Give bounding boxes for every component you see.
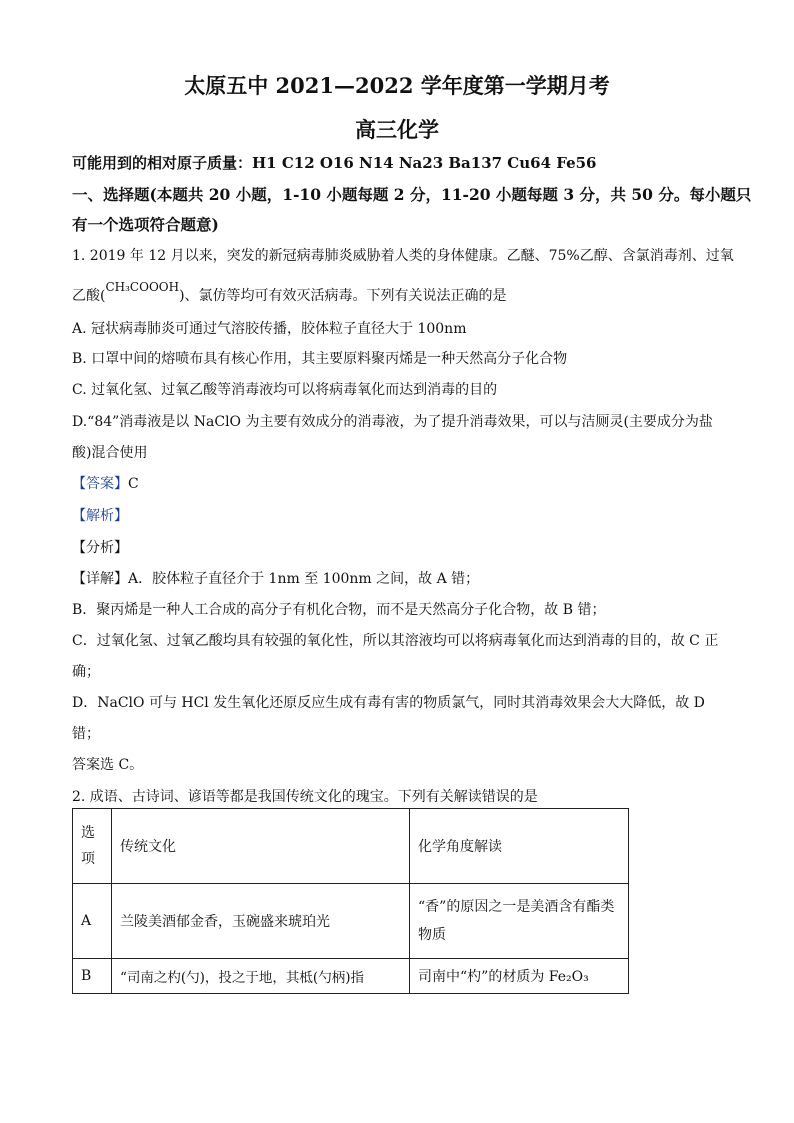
- answer-value: C: [128, 476, 139, 492]
- q1-detail-line5: D．NaClO 可与 HCl 发生氧化还原反应生成有毒有害的物质氯气，同时其消毒效果会大大降低，故 D: [72, 695, 705, 711]
- q1-option-d-line2: 酸)混合使用: [72, 445, 148, 461]
- table-header-cell: 选项: [73, 809, 112, 884]
- q1-stem-line1: 1. 2019 年 12 月以来，突发的新冠病毒肺炎威胁着人类的身体健康。乙醚、75%乙醇、含氯消毒剂、过氧: [72, 248, 734, 264]
- q1-detail-line6: 错；: [72, 726, 100, 742]
- q2-table: [72, 808, 629, 994]
- table-cell: A: [73, 884, 112, 959]
- table-cell: “司南之杓(勺)，投之于地，其柢(勺柄)指: [112, 959, 410, 994]
- q1-stem-prefix: 乙酸(: [72, 288, 106, 304]
- atomic-mass-line: 可能用到的相对原子质量：H1 C12 O16 N14 Na23 Ba137 Cu64 Fe56: [72, 154, 597, 172]
- table-cell: 兰陵美酒郁金香，玉碗盛来琥珀光: [112, 884, 410, 959]
- jiexi-tag: 【解析】: [72, 508, 128, 524]
- q1-detail-line4: 确；: [72, 664, 100, 680]
- q1-conclusion: 答案选 C。: [72, 757, 144, 773]
- q1-detail-line1: 【详解】A．胶体粒子直径介于 1nm 至 100nm 之间，故 A 错；: [72, 571, 480, 587]
- q1-detail-line2: B．聚丙烯是一种人工合成的高分子有机化合物，而不是天然高分子化合物，故 B 错；: [72, 602, 606, 618]
- table-row: [73, 884, 629, 959]
- page-title: 太原五中 2021—2022 学年度第一学期月考: [184, 73, 610, 98]
- q1-option-d-line1: D.“84”消毒液是以 NaClO 为主要有效成分的消毒液，为了提升消毒效果，可以与洁厕灵(主要成分为盐: [72, 414, 713, 430]
- answer-tag: 【答案】: [72, 476, 128, 492]
- table-cell: B: [73, 959, 112, 994]
- table-row: [73, 959, 629, 994]
- q1-option-c: C. 过氧化氢、过氧乙酸等消毒液均可以将病毒氧化而达到消毒的目的: [72, 382, 498, 398]
- table-cell: “香”的原因之一是美酒含有酯类物质: [410, 884, 629, 959]
- page-subtitle: 高三化学: [355, 117, 439, 142]
- section-heading-line2: 有一个选项符合题意): [72, 215, 219, 234]
- q1-stem-line2: [72, 280, 507, 305]
- table-header-cell: 化学角度解读: [410, 809, 629, 884]
- table-cell: 司南中“杓”的材质为 Fe₂O₃: [410, 959, 629, 994]
- q1-option-b: B. 口罩中间的熔喷布具有核心作用，其主要原料聚丙烯是一种天然高分子化合物: [72, 351, 568, 367]
- table-header-cell: 传统文化: [112, 809, 410, 884]
- q1-option-a: A. 冠状病毒肺炎可通过气溶胶传播，胶体粒子直径大于 100nm: [72, 321, 467, 337]
- q1-detail-line3: C．过氧化氢、过氧乙酸均具有较强的氧化性，所以其溶液均可以将病毒氧化而达到消毒的目的，故 C 正: [72, 633, 719, 649]
- q1-formula: CH₃COOOH: [105, 280, 180, 294]
- q1-stem-suffix: )、氯仿等均可有效灭活病毒。下列有关说法正确的是: [179, 288, 507, 304]
- q1-answer: [72, 473, 139, 493]
- q2-stem: 2. 成语、古诗词、谚语等都是我国传统文化的瑰宝。下列有关解读错误的是: [72, 789, 538, 805]
- fenxi-tag: 【分析】: [72, 540, 128, 556]
- section-heading-line1: 一、选择题(本题共 20 小题，1-10 小题每题 2 分，11-20 小题每题 3 分，共 50 分。每小题只: [72, 185, 752, 204]
- table-header-row: [73, 809, 629, 884]
